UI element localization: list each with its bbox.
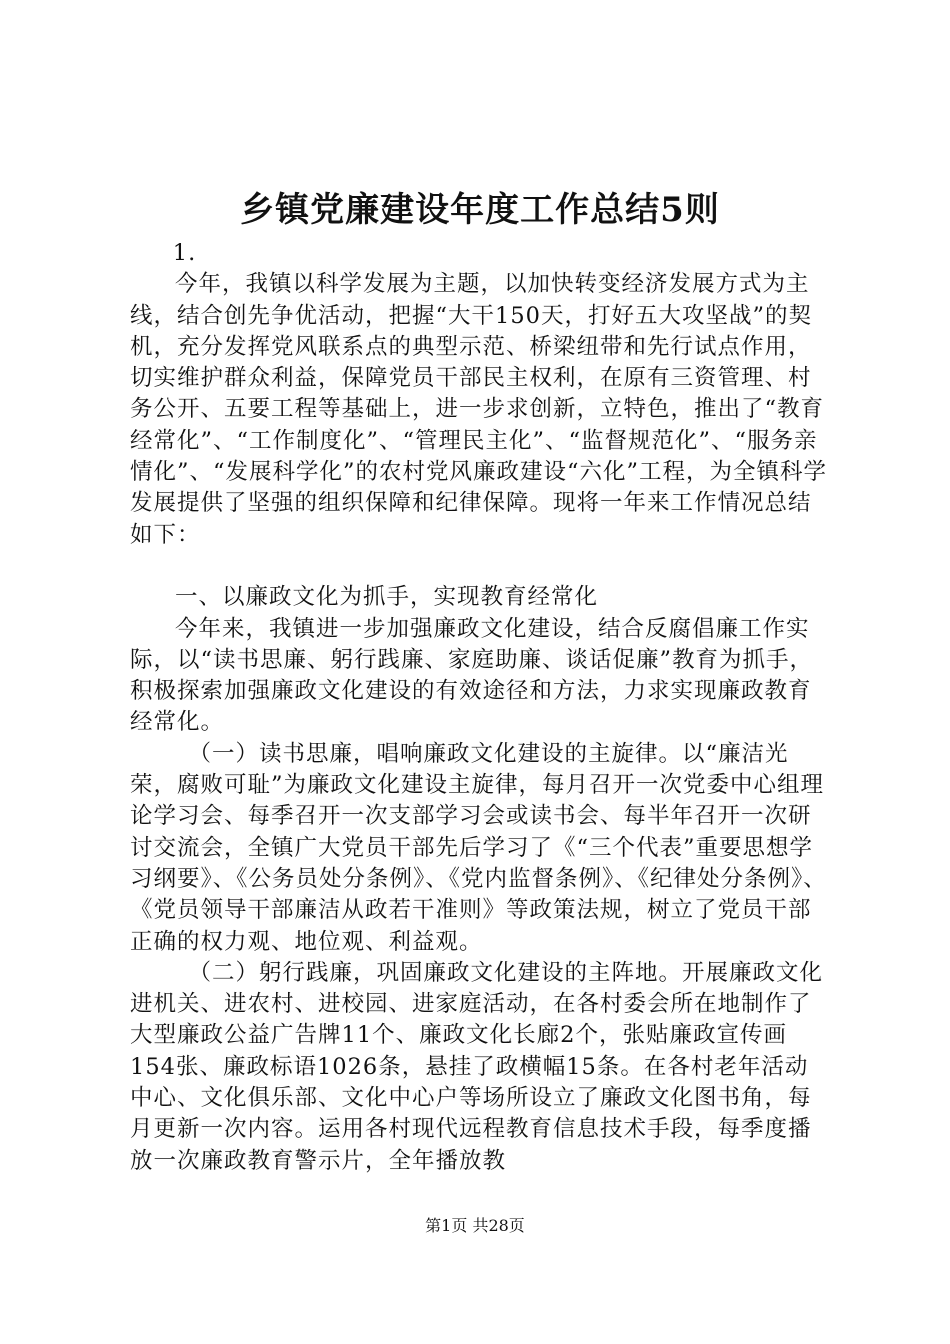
paragraph: （二）躬行践廉，巩固廉政文化建设的主阵地。开展廉政文化进机关、进农村、进校园、进家庭活动，在各村委会所在地制作了大型廉政公益广告牌11个、廉政文化长廊2个，张贴廉政宣传画154张、廉政标语1026条，悬挂了政横幅15条。在各村老年活动中心、文化俱乐部、文化中心户等场所设立了廉政文化图书角，每月更新一次内容。运用各村现代远程教育信息技术手段，每季度播放一次廉政教育警示片，全年播放教 (130, 959, 824, 1174)
paragraph: （一）读书思廉，唱响廉政文化建设的主旋律。以“廉洁光荣，腐败可耻”为廉政文化建设主旋律，每月召开一次党委中心组理论学习会、每季召开一次支部学习会或读书会、每半年召开一次研讨交流会，全镇广大党员干部先后学习了《“三个代表”重要思想学习纲要》、《公务员处分条例》、《党内监督条例》、《纪律处分条例》、《党员领导干部廉洁从政若干准则》等政策法规，树立了党员干部正确的权力观、地位观、利益观。 (130, 740, 827, 955)
paragraph-intro: 今年，我镇以科学发展为主题，以加快转变经济发展方式为主线，结合创先争优活动，把握“大干150天，打好五大攻坚战”的契机，充分发挥党风联系点的典型示范、桥梁纽带和先行试点作用，切实维护群众利益，保障党员干部民主权利，在原有三资管理、村务公开、五要工程等基础上，进一步求创新，立特色，推出了“教育经常化”、“工作制度化”、“管理民主化”、“监督规范化”、“服务亲情化”、“发展科学化”的农村党风廉政建设“六化”工程，为全镇科学发展提供了坚强的组织保障和纪律保障。现将一年来工作情况总结如下： (130, 271, 828, 548)
paragraph-gap (130, 551, 830, 582)
page-footer: 第1页 共28页 (425, 1216, 525, 1235)
paragraph: 今年来，我镇进一步加强廉政文化建设，结合反腐倡廉工作实际，以“读书思廉、躬行践廉、家庭助廉、谈话促廉”教育为抓手，积极探索加强廉政文化建设的有效途径和方法，力求实现廉政教育经常化。 (130, 615, 814, 736)
section-heading: 一、以廉政文化为抓手，实现教育经常化 (175, 584, 599, 611)
section-number: 1. (172, 240, 197, 266)
document-body (130, 238, 830, 1177)
document-title: 乡镇党廉建设年度工作总结5则 (240, 190, 720, 230)
